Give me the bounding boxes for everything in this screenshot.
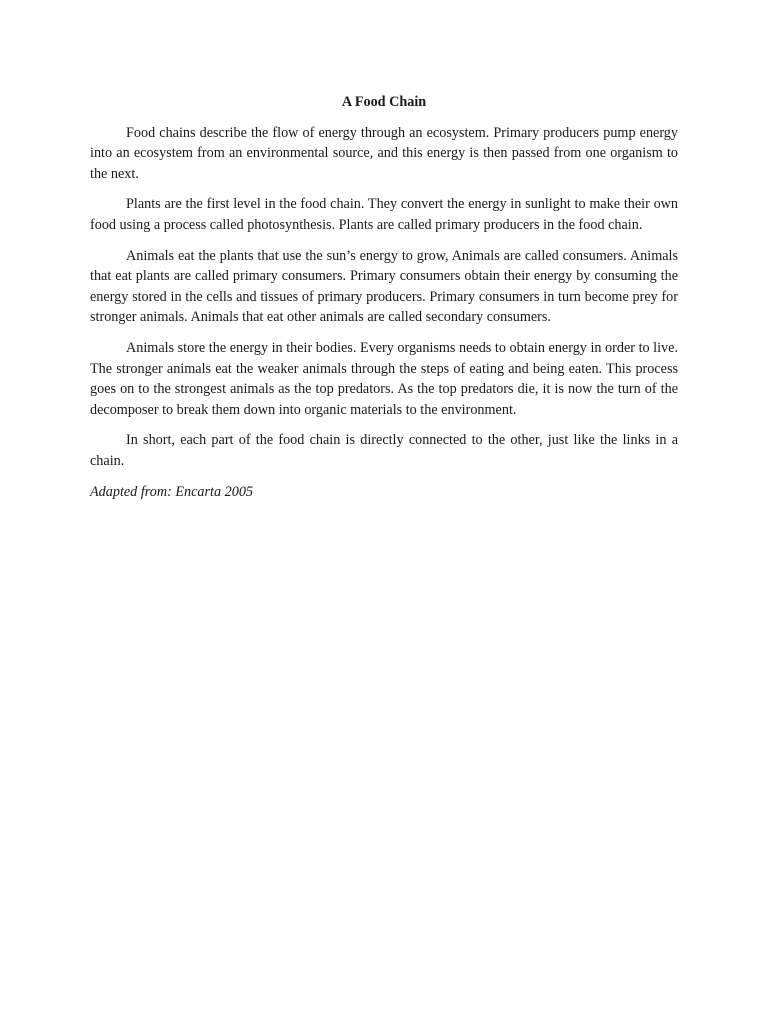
paragraph-energy-storage: Animals store the energy in their bodies. Every organisms needs to obtain energy in order to live. The stronger animals eat the weaker animals through the steps of eating and being eaten. This process goes on to the strongest animals as the top predators. As the top predators die, it is now the turn of the decomposer to break them down into organic materials to the environment. <box>90 339 678 418</box>
paragraph-summary: In short, each part of the food chain is directly connected to the other, just like the links in a chain. <box>90 432 678 469</box>
document-page <box>90 92 678 502</box>
paragraph-food-chains: Food chains describe the flow of energy through an ecosystem. Primary producers pump energy into an ecosystem from an environmental source, and this energy is then passed from one organism to the next. <box>90 124 678 182</box>
paragraph-plants: Plants are the first level in the food chain. They convert the energy in sunlight to make their own food using a process called photosynthesis. Plants are called primary producers in the food chain. <box>90 196 678 233</box>
document-title: A Food Chain <box>341 94 427 110</box>
paragraph-consumers: Animals eat the plants that use the sun’s energy to grow, Animals are called consumers. Animals that eat plants are called primary consumers. Primary consumers obtain their energy by consuming the energy stored in the cells and tissues of primary producers. Primary consumers in turn become prey for stronger animals. Animals that eat other animals are called secondary consumers. <box>90 247 678 326</box>
source-citation: Adapted from: Encarta 2005 <box>90 483 254 500</box>
